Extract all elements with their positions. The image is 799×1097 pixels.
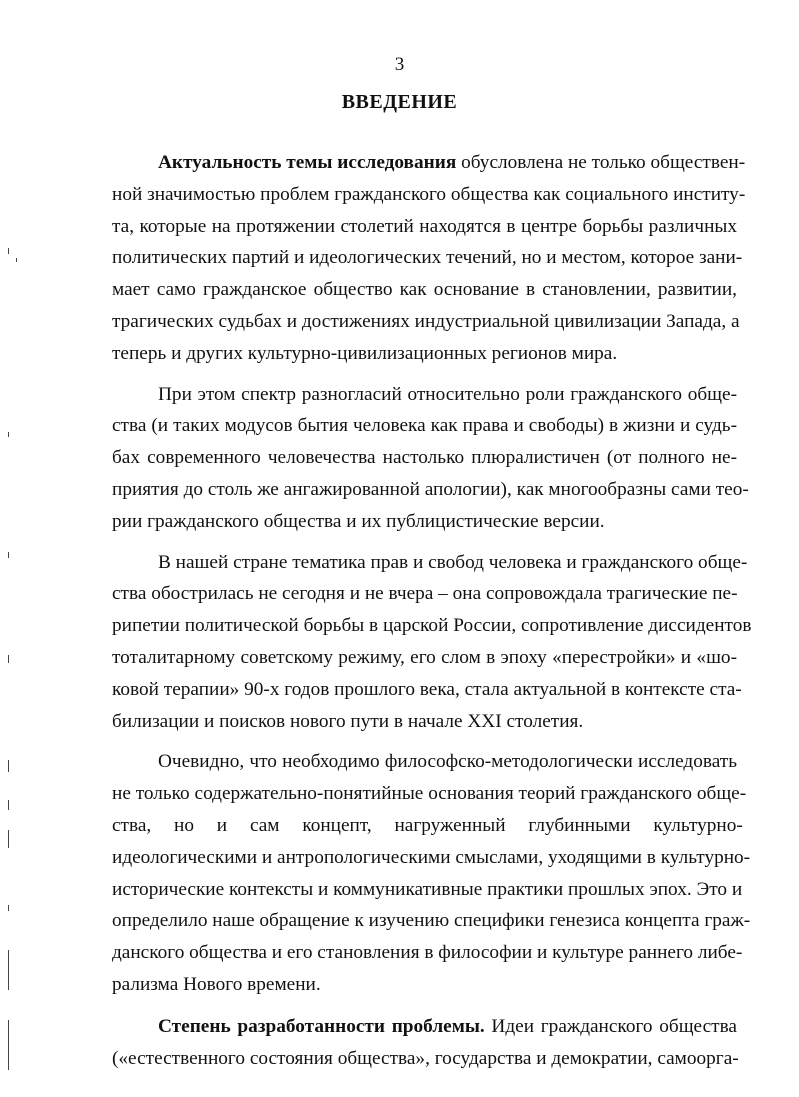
text-line: ства обострилась не сегодня и не вчера – она сопровождала трагические пе- <box>112 583 738 605</box>
text-line: приятия до столь же ангажированной апологии), как многообразны сами тео- <box>112 478 749 500</box>
scan-speck <box>8 655 9 663</box>
text-line: не только содержательно-понятийные основания теорий гражданского обще- <box>112 783 747 805</box>
document-body <box>112 147 752 1074</box>
text-line: Очевидно, что необходимо философско-методологически исследовать <box>158 751 737 773</box>
scan-speck <box>8 552 9 558</box>
scan-speck <box>16 258 17 262</box>
text-line: ковой терапии» 90-х годов прошлого века, стала актуальной в контексте ста- <box>112 678 742 700</box>
scan-speck <box>8 760 9 772</box>
text-line: мает само гражданское общество как основание в становлении, развитии, <box>112 279 737 301</box>
section-heading-relevance: Актуальность темы исследования <box>158 152 457 173</box>
text-line: («естественного состояния общества», государства и демократии, самоорга- <box>112 1047 739 1069</box>
text-line: При этом спектр разногласий относительно роли гражданского обще- <box>158 383 737 405</box>
text-line: рализма Нового времени. <box>112 973 321 995</box>
scan-speck <box>8 1020 9 1070</box>
text-line: политических партий и идеологических течений, но и местом, которое зани- <box>112 247 743 269</box>
text-line: теперь и других культурно-цивилизационных регионов мира. <box>112 342 618 364</box>
section-heading-degree: Степень разработанности проблемы. <box>158 1015 485 1037</box>
text-line: та, которые на протяжении столетий находятся в центре борьбы различных <box>112 215 737 237</box>
text-line: определило наше обращение к изучению специфики генезиса концепта граж- <box>112 910 751 932</box>
scan-speck <box>8 248 9 254</box>
text-line: ства, но и сам концепт, нагруженный глубинными культурно- <box>112 814 743 836</box>
text-line: Актуальность темы исследования обусловлена не только обществен- <box>158 152 746 173</box>
text-line: трагических судьбах и достижениях индустриальной цивилизации Запада, а <box>112 310 740 332</box>
text-line: рии гражданского общества и их публицистические версии. <box>112 510 605 532</box>
text-line: ной значимостью проблем гражданского общества как социального институ- <box>112 183 746 205</box>
scan-speck <box>8 800 9 810</box>
scan-speck <box>8 830 9 848</box>
scan-speck <box>8 432 9 437</box>
text-line: тоталитарному советскому режиму, его слом в эпоху «перестройки» и «шо- <box>112 646 737 668</box>
text-line: В нашей стране тематика прав и свобод человека и гражданского обще- <box>158 551 748 573</box>
text-line: идеологическими и антропологическими смыслами, уходящими в культурно- <box>112 846 751 868</box>
scan-speck <box>8 905 9 911</box>
page-number: 3 <box>394 54 405 75</box>
text-line: бах современного человечества настолько плюралистичен (от полного не- <box>112 447 737 469</box>
text-line: ства (и таких модусов бытия человека как права и свободы) в жизни и судь- <box>112 415 737 437</box>
text-line: данского общества и его становления в философии и культуре раннего либе- <box>112 942 743 964</box>
text-line: билизации и поисков нового пути в начале XXI столетия. <box>112 710 584 732</box>
page-title: ВВЕДЕНИЕ <box>341 91 458 113</box>
text-line: исторические контексты и коммуникативные практики прошлых эпох. Это и <box>112 878 743 900</box>
scan-speck <box>8 950 9 990</box>
text-line: Степень разработанности проблемы. Идеи гражданского общества <box>158 1015 737 1037</box>
text-line: рипетии политической борьбы в царской России, сопротивление диссидентов <box>112 615 752 637</box>
